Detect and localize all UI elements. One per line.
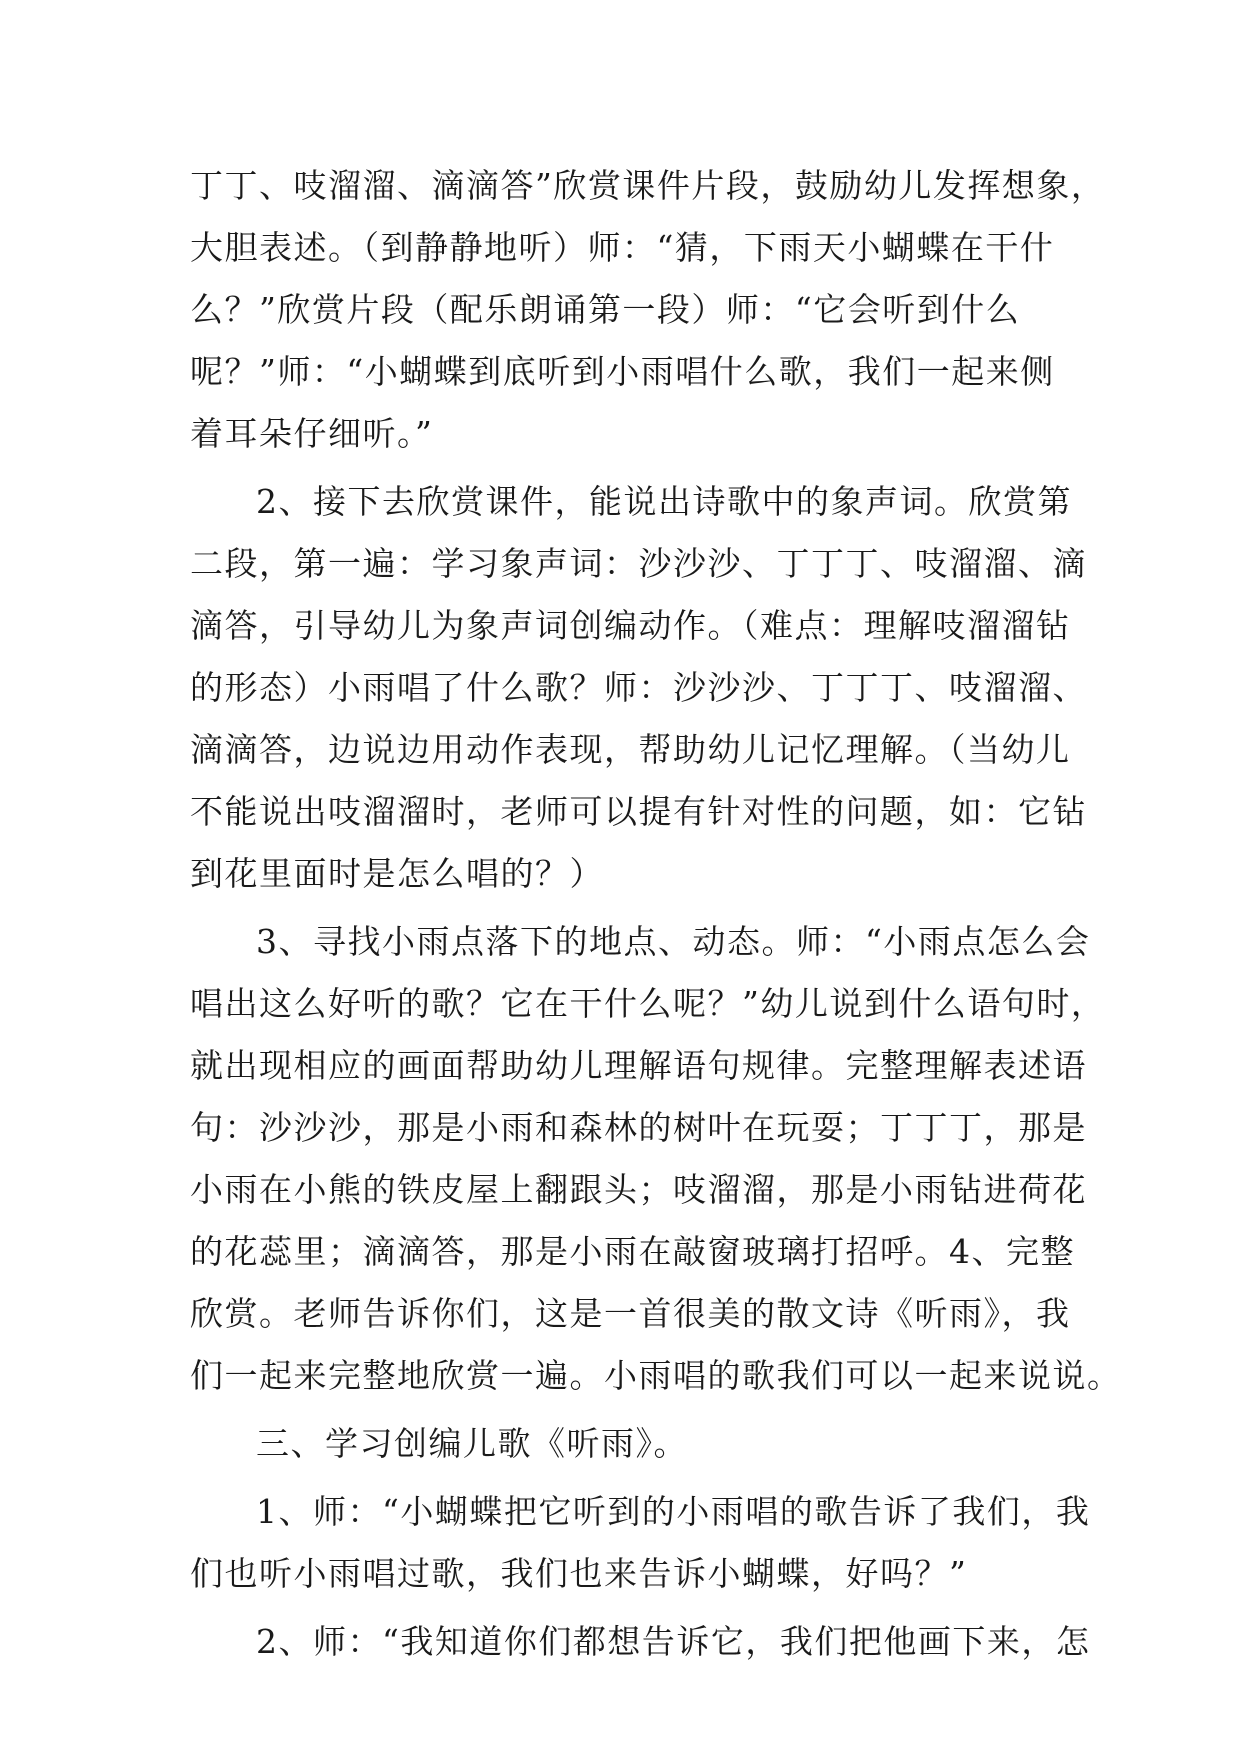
paragraph-6 xyxy=(190,1611,1091,1673)
text-line: 滴答，引导幼儿为象声词创编动作。（难点：理解吱溜溜钻 xyxy=(190,606,1071,645)
paragraph-1 xyxy=(190,155,1106,465)
text-line: 们也听小雨唱过歌，我们也来告诉小蝴蝶，好吗？” xyxy=(190,1554,968,1593)
text-line: 句：沙沙沙，那是小雨和森林的树叶在玩耍；丁丁丁，那是 xyxy=(190,1108,1087,1147)
paragraph-5 xyxy=(190,1481,1091,1605)
text-line: 欣赏。老师告诉你们，这是一首很美的散文诗《听雨》，我 xyxy=(190,1294,1071,1333)
text-line: 到花里面时是怎么唱的？） xyxy=(190,854,604,893)
text-line: 的花蕊里；滴滴答，那是小雨在敲窗玻璃打招呼。4、完整 xyxy=(190,1232,1075,1271)
text-line: 1、师：“小蝴蝶把它听到的小雨唱的歌告诉了我们，我 xyxy=(256,1492,1091,1531)
text-line: 小雨在小熊的铁皮屋上翻跟头；吱溜溜，那是小雨钻进荷花 xyxy=(190,1170,1087,1209)
text-line: 3、寻找小雨点落下的地点、动态。师：“小雨点怎么会 xyxy=(256,922,1091,961)
paragraph-3 xyxy=(190,911,1122,1407)
paragraph-2 xyxy=(190,471,1087,905)
text-line: 三、学习创编儿歌《听雨》。 xyxy=(256,1424,688,1463)
document-body xyxy=(190,155,1122,1673)
text-line: 着耳朵仔细听。” xyxy=(190,414,434,453)
text-line: 大胆表述。（到静静地听）师：“猜，下雨天小蝴蝶在干什 xyxy=(190,228,1055,267)
text-line: 就出现相应的画面帮助幼儿理解语句规律。完整理解表述语 xyxy=(190,1046,1087,1085)
section-heading xyxy=(190,1413,1050,1475)
text-line: 的形态）小雨唱了什么歌？师：沙沙沙、丁丁丁、吱溜溜、 xyxy=(190,668,1087,707)
text-line: 唱出这么好听的歌？它在干什么呢？”幼儿说到什么语句时， xyxy=(190,984,1106,1023)
text-line: 丁丁、吱溜溜、滴滴答”欣赏课件片段，鼓励幼儿发挥想象， xyxy=(190,166,1106,205)
text-line: 呢？”师：“小蝴蝶到底听到小雨唱什么歌，我们一起来侧 xyxy=(190,352,1055,391)
text-line: 们一起来完整地欣赏一遍。小雨唱的歌我们可以一起来说说。 xyxy=(190,1356,1122,1395)
text-line: 2、接下去欣赏课件，能说出诗歌中的象声词。欣赏第 xyxy=(256,482,1072,521)
text-line: 不能说出吱溜溜时，老师可以提有针对性的问题，如：它钻 xyxy=(190,792,1087,831)
text-line: 二段，第一遍：学习象声词：沙沙沙、丁丁丁、吱溜溜、滴 xyxy=(190,544,1087,583)
text-line: 滴滴答，边说边用动作表现，帮助幼儿记忆理解。（当幼儿 xyxy=(190,730,1071,769)
text-line: 2、师：“我知道你们都想告诉它，我们把他画下来，怎 xyxy=(256,1622,1091,1661)
text-line: 么？”欣赏片段（配乐朗诵第一段）师：“它会听到什么 xyxy=(190,290,1021,329)
